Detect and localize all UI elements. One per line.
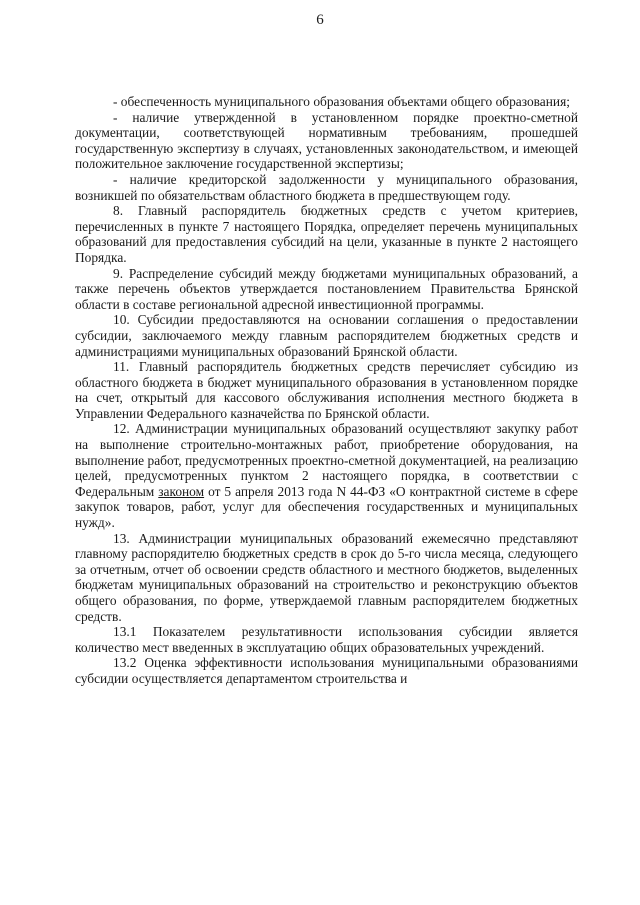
paragraph-12-text-before: 12. Администрации муниципальных образований осуществляют закупку работ на выполнение строительно-монтажных работ, приобретение оборудования, на выполнение работ, предусмотренных проектно-сметной документацией, на реализацию целей, предусмотренных пунктом 2 настоящего порядка, в соответствии с Федеральным	[75, 421, 578, 499]
paragraph-criterion-1: - обеспеченность муниципального образования объектами общего образования;	[113, 94, 570, 109]
paragraph-13-2: 13.2 Оценка эффективности использования муниципальными образованиями субсидии осуществляется департаментом строительства и	[75, 655, 578, 686]
paragraph-13: 13. Администрации муниципальных образований ежемесячно представляют главному распорядителю бюджетных средств в срок до 5-го числа месяца, следующего за отчетным, отчет об освоении средств областного и местного бюджетов, выделенных бюджетам муниципальных образований на строительство и реконструкцию объектов общего образования, по форме, утверждаемой главным распорядителем бюджетных средств.	[75, 530, 578, 624]
document-body	[75, 94, 578, 687]
paragraph-11: 11. Главный распорядитель бюджетных средств перечисляет субсидию из областного бюджета в бюджет муниципального образования в установленном порядке на счет, открытый для кассового обслуживания исполнения местного бюджета в Управлении Федерального казначейства по Брянской области.	[75, 359, 578, 421]
page-number: 6	[316, 12, 324, 28]
paragraph-criterion-2: - наличие утвержденной в установленном порядке проектно-сметной документации, соответствующей нормативным требованиям, прошедшей государственную экспертизу в случаях, установленных законодательством, и имеющей положительное заключение государственной экспертизы;	[75, 109, 578, 172]
paragraph-8: 8. Главный распорядитель бюджетных средств с учетом критериев, перечисленных в пункте 7 настоящего Порядка, определяет перечень муниципальных образований для предоставления субсидий на цели, указанные в пункте 2 настоящего Порядка.	[75, 203, 578, 265]
paragraph-12	[75, 421, 578, 530]
paragraph-13-1: 13.1 Показателем результативности использования субсидии является количество мест введенных в эксплуатацию общих образовательных учреждений.	[75, 624, 578, 655]
paragraph-10: 10. Субсидии предоставляются на основании соглашения о предоставлении субсидии, заключаемого между главным распорядителем бюджетных средств и администрациями муниципальных образований Брянской области.	[75, 312, 578, 359]
paragraph-9: 9. Распределение субсидий между бюджетами муниципальных образований, а также перечень объектов утверждается постановлением Правительства Брянской области в составе региональной адресной инвестиционной программы.	[75, 265, 578, 312]
federal-law-link[interactable]: законом	[158, 483, 205, 499]
paragraph-12-text-after: от 5 апреля 2013 года N 44-ФЗ «О контрактной системе в сфере закупок товаров, работ, услуг для обеспечения государственных и муниципальных нужд».	[75, 483, 578, 531]
paragraph-criterion-3: - наличие кредиторской задолженности у муниципального образования, возникшей по обязательствам областного бюджета в предшествующем году.	[75, 171, 578, 203]
